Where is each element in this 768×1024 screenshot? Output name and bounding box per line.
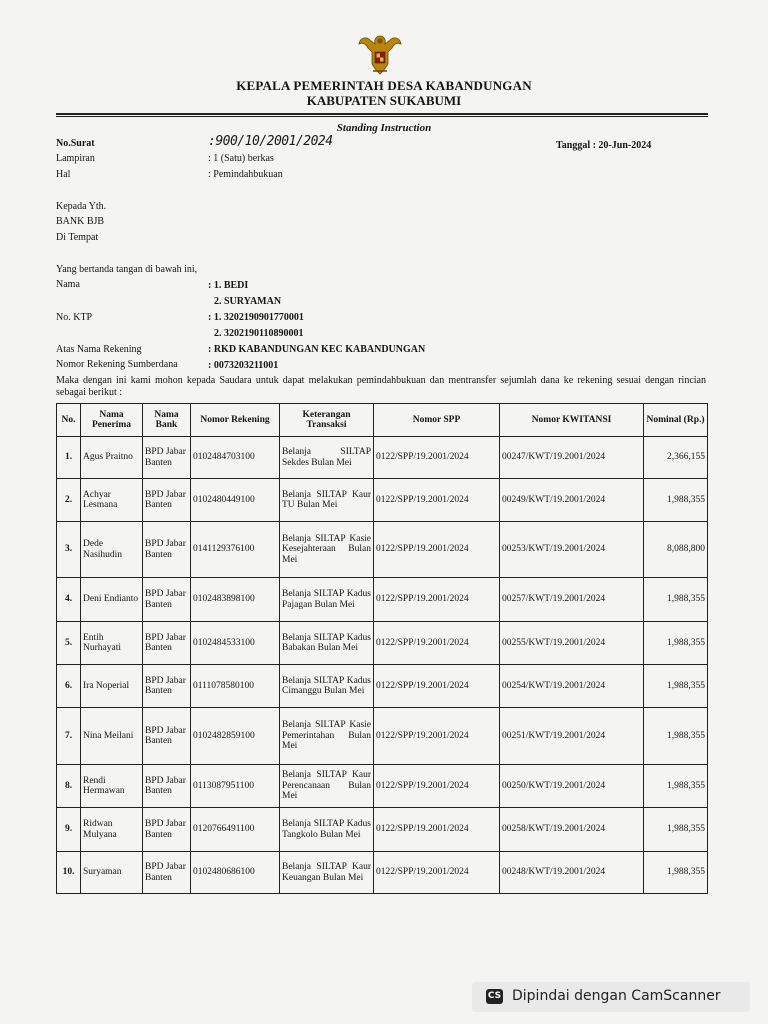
cell-spp: 0122/SPP/19.2001/2024 (374, 808, 500, 852)
table-row (57, 808, 708, 852)
recipient-bank: BANK BJB (56, 216, 105, 227)
cell-spp: 0122/SPP/19.2001/2024 (374, 437, 500, 479)
cell-rekening: 0113087951100 (191, 765, 280, 808)
no-surat-value: :900/10/2001/2024 (208, 134, 333, 149)
ktp-1: : 1. 3202190901770001 (208, 312, 304, 323)
camscanner-watermark (472, 982, 750, 1012)
table-row (57, 765, 708, 808)
cell-spp: 0122/SPP/19.2001/2024 (374, 479, 500, 522)
cell-kwitansi: 00255/KWT/19.2001/2024 (500, 622, 644, 665)
cell-spp: 0122/SPP/19.2001/2024 (374, 665, 500, 708)
request-paragraph: Maka dengan ini kami mohon kepada Saudara untuk dapat melakukan pemindahbukuan dan mentransfer sejumlah dana ke rekening sesuai dengan rincian sebagai berikut : (56, 375, 706, 398)
cell-keterangan: Belanja SILTAP Kaur TU Bulan Mei (280, 479, 374, 522)
transfer-table (56, 403, 708, 894)
cell-nama: Achyar Lesmana (81, 479, 143, 522)
table-row (57, 622, 708, 665)
cell-no: 3. (57, 522, 81, 578)
table-row (57, 437, 708, 479)
cell-nominal: 1,988,355 (644, 765, 708, 808)
cell-bank: BPD Jabar Banten (143, 622, 191, 665)
cell-rekening: 0102484703100 (191, 437, 280, 479)
cell-rekening: 0102484533100 (191, 622, 280, 665)
cell-nominal: 1,988,355 (644, 578, 708, 622)
cell-no: 6. (57, 665, 81, 708)
header-keterangan: Keterangan Transaksi (280, 404, 374, 437)
cell-nominal: 2,366,155 (644, 437, 708, 479)
cell-nama: Nina Meilani (81, 708, 143, 765)
cell-rekening: 0102480686100 (191, 852, 280, 894)
cell-kwitansi: 00254/KWT/19.2001/2024 (500, 665, 644, 708)
cell-spp: 0122/SPP/19.2001/2024 (374, 622, 500, 665)
cell-rekening: 0102480449100 (191, 479, 280, 522)
cell-nominal: 1,988,355 (644, 852, 708, 894)
lampiran-label: Lampiran (56, 153, 95, 164)
cell-bank: BPD Jabar Banten (143, 665, 191, 708)
cell-bank: BPD Jabar Banten (143, 437, 191, 479)
header-nominal: Nominal (Rp.) (644, 404, 708, 437)
header-nama: Nama Penerima (81, 404, 143, 437)
camscanner-label: Dipindai dengan CamScanner (512, 988, 721, 1004)
cell-nominal: 8,088,800 (644, 522, 708, 578)
hal-value: : Pemindahbukuan (208, 169, 283, 180)
recipient-place: Di Tempat (56, 232, 99, 243)
cell-kwitansi: 00251/KWT/19.2001/2024 (500, 708, 644, 765)
cell-no: 1. (57, 437, 81, 479)
cell-keterangan: Belanja SILTAP Kadus Pajagan Bulan Mei (280, 578, 374, 622)
cell-nama: Ira Noperial (81, 665, 143, 708)
cell-bank: BPD Jabar Banten (143, 765, 191, 808)
cell-bank: BPD Jabar Banten (143, 578, 191, 622)
cell-bank: BPD Jabar Banten (143, 522, 191, 578)
nama-label: Nama (56, 279, 80, 290)
cell-nama: Entih Nurhayati (81, 622, 143, 665)
header-no: No. (57, 404, 81, 437)
document-title: Standing Instruction (336, 122, 432, 134)
garuda-emblem-icon (356, 30, 404, 76)
lampiran-value: : 1 (Satu) berkas (208, 153, 274, 164)
table-row (57, 665, 708, 708)
cell-spp: 0122/SPP/19.2001/2024 (374, 852, 500, 894)
cell-nominal: 1,988,355 (644, 665, 708, 708)
table-row (57, 852, 708, 894)
sumber-value: : 0073203211001 (208, 360, 279, 371)
table-header-row (57, 404, 708, 437)
cell-nominal: 1,988,355 (644, 708, 708, 765)
cell-nominal: 1,988,355 (644, 479, 708, 522)
cell-kwitansi: 00250/KWT/19.2001/2024 (500, 765, 644, 808)
recipient-line-1: Kepada Yth. (56, 201, 107, 212)
cell-spp: 0122/SPP/19.2001/2024 (374, 522, 500, 578)
rekening-label: Atas Nama Rekening (56, 344, 142, 355)
table-row (57, 522, 708, 578)
cell-keterangan: Belanja SILTAP Kadus Babakan Bulan Mei (280, 622, 374, 665)
cell-no: 8. (57, 765, 81, 808)
nama-2: 2. SURYAMAN (214, 296, 282, 307)
tanggal: Tanggal : 20-Jun-2024 (556, 140, 652, 151)
cell-rekening: 0102482859100 (191, 708, 280, 765)
cell-nama: Suryaman (81, 852, 143, 894)
table-row (57, 578, 708, 622)
cell-no: 9. (57, 808, 81, 852)
table-row (57, 479, 708, 522)
cell-nama: Ridwan Mulyana (81, 808, 143, 852)
header-line-1: KEPALA PEMERINTAH DESA KABANDUNGAN (236, 78, 532, 93)
header-divider (56, 113, 708, 115)
header-spp: Nomor SPP (374, 404, 500, 437)
cell-nominal: 1,988,355 (644, 622, 708, 665)
cell-keterangan: Belanja SILTAP Kadus Cimanggu Bulan Mei (280, 665, 374, 708)
cell-no: 10. (57, 852, 81, 894)
cell-kwitansi: 00258/KWT/19.2001/2024 (500, 808, 644, 852)
cell-rekening: 0141129376100 (191, 522, 280, 578)
nama-1: : 1. BEDI (208, 280, 249, 291)
table-row (57, 708, 708, 765)
no-surat-label: No.Surat (56, 138, 95, 149)
header-line-2: KABUPATEN SUKABUMI (306, 93, 462, 108)
cell-bank: BPD Jabar Banten (143, 479, 191, 522)
cell-kwitansi: 00253/KWT/19.2001/2024 (500, 522, 644, 578)
ktp-2: 2. 3202190110890001 (214, 328, 304, 339)
header-rekening: Nomor Rekening (191, 404, 280, 437)
cell-no: 5. (57, 622, 81, 665)
cell-spp: 0122/SPP/19.2001/2024 (374, 578, 500, 622)
cell-rekening: 0111078580100 (191, 665, 280, 708)
cell-spp: 0122/SPP/19.2001/2024 (374, 765, 500, 808)
cell-no: 4. (57, 578, 81, 622)
cell-rekening: 0120766491100 (191, 808, 280, 852)
cell-spp: 0122/SPP/19.2001/2024 (374, 708, 500, 765)
header-kwitansi: Nomor KWITANSI (500, 404, 644, 437)
cell-bank: BPD Jabar Banten (143, 852, 191, 894)
sumber-label: Nomor Rekening Sumberdana (56, 359, 178, 370)
ktp-label: No. KTP (56, 312, 93, 323)
cell-kwitansi: 00247/KWT/19.2001/2024 (500, 437, 644, 479)
cell-keterangan: Belanja SILTAP Kaur Perencanaan Bulan Mei (280, 765, 374, 808)
cell-kwitansi: 00249/KWT/19.2001/2024 (500, 479, 644, 522)
cell-bank: BPD Jabar Banten (143, 808, 191, 852)
header-bank: Nama Bank (143, 404, 191, 437)
cell-kwitansi: 00248/KWT/19.2001/2024 (500, 852, 644, 894)
cell-bank: BPD Jabar Banten (143, 708, 191, 765)
camscanner-icon: CS (486, 989, 503, 1004)
cell-no: 2. (57, 479, 81, 522)
cell-rekening: 0102483898100 (191, 578, 280, 622)
cell-nominal: 1,988,355 (644, 808, 708, 852)
cell-nama: Rendi Hermawan (81, 765, 143, 808)
cell-keterangan: Belanja SILTAP Kasie Kesejahteraan Bulan Mei (280, 522, 374, 578)
cell-nama: Deni Endianto (81, 578, 143, 622)
rekening-value: : RKD KABANDUNGAN KEC KABANDUNGAN (208, 344, 426, 355)
cell-nama: Agus Praitno (81, 437, 143, 479)
signer-intro: Yang bertanda tangan di bawah ini, (56, 264, 198, 275)
hal-label: Hal (56, 169, 71, 180)
cell-keterangan: Belanja SILTAP Sekdes Bulan Mei (280, 437, 374, 479)
cell-keterangan: Belanja SILTAP Kaur Keuangan Bulan Mei (280, 852, 374, 894)
cell-nama: Dede Nasihudin (81, 522, 143, 578)
cell-no: 7. (57, 708, 81, 765)
header-divider-thin (56, 116, 708, 117)
cell-kwitansi: 00257/KWT/19.2001/2024 (500, 578, 644, 622)
cell-keterangan: Belanja SILTAP Kasie Pemerintahan Bulan Mei (280, 708, 374, 765)
cell-keterangan: Belanja SILTAP Kadus Tangkolo Bulan Mei (280, 808, 374, 852)
